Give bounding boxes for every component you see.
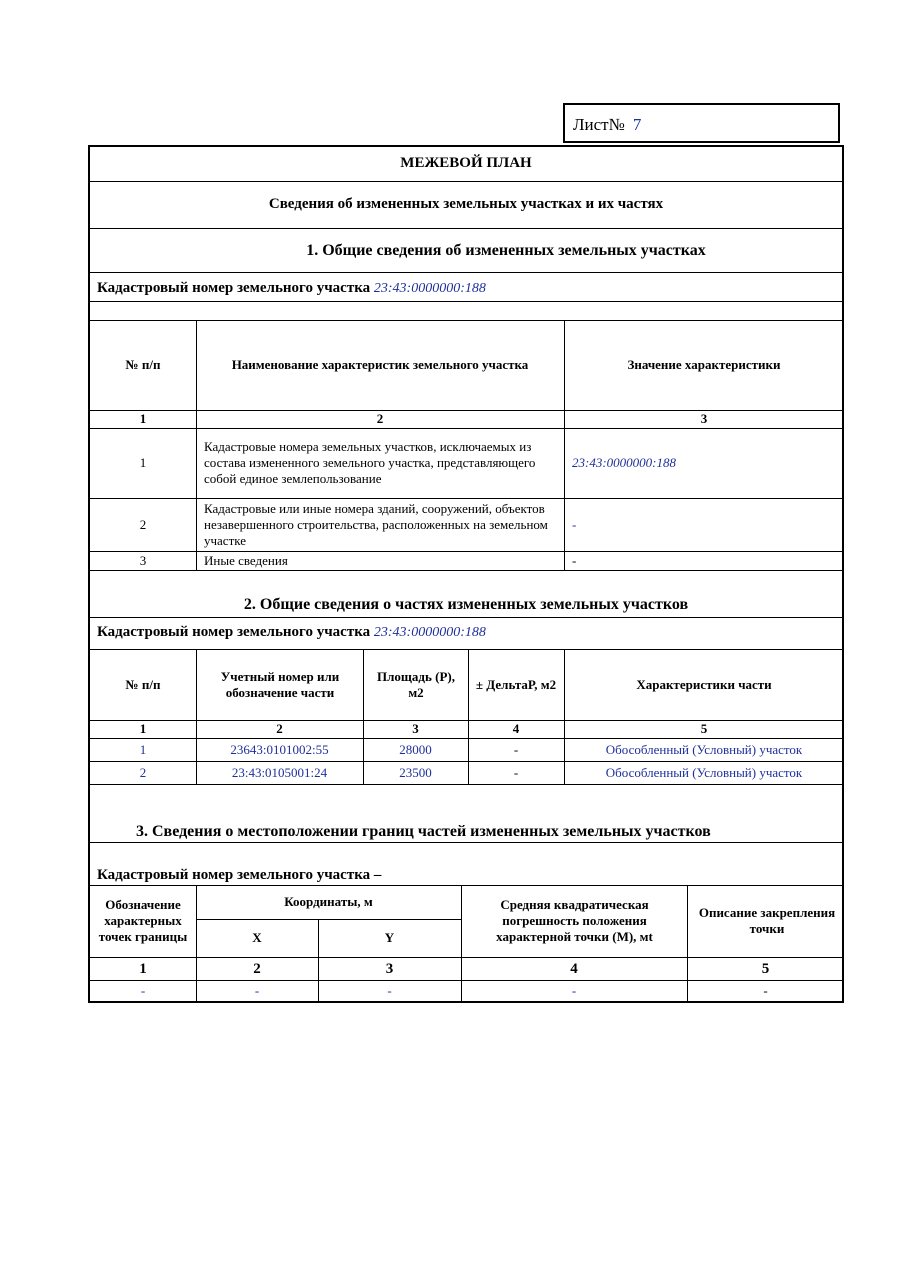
s3-colnum-4: 4 [570,960,578,977]
table-row-cell: - [140,983,146,998]
table-row-id: 23643:0101002:55 [230,741,329,757]
s3-colnum-2: 2 [253,960,261,977]
section3-cadastral-label: Кадастровый номер земельного участка – [97,867,382,883]
s2-header-num: № п/п [125,676,161,692]
table-row-id: 23:43:0105001:24 [231,764,328,780]
s3-header-points: Обозначение характерных точек границы [98,897,188,944]
s2-header-area: Площадь (Р), м2 [377,668,455,700]
table-row-num: 2 [139,764,147,780]
s1-colnum-1: 1 [139,411,147,426]
s1-header-num: № п/п [125,357,161,372]
section1-cadastral-value: 23:43:0000000:188 [373,281,486,296]
s3-header-coords: Координаты, м [284,894,373,909]
section2-heading: 2. Общие сведения о частях измененных земельных участков [243,596,689,613]
table-row-num: 2 [139,516,147,532]
table-row-num: 1 [139,741,147,757]
s1-header-value: Значение характеристики [627,357,781,372]
table-row-area: 28000 [399,741,432,757]
s3-header-fix: Описание закрепления точки [698,905,836,936]
section3-heading: 3. Сведения о местоположении границ частей измененных земельных участков [136,823,711,840]
s3-colnum-1: 1 [139,960,147,977]
sheet-label: Лист№ [573,115,625,134]
table-row-cell: - [571,983,577,998]
section2-cadastral-label: Кадастровый номер земельного участка [97,624,371,640]
s1-colnum-3: 3 [700,411,708,426]
table-row-cell: - [763,983,768,998]
section2-cadastral-value: 23:43:0000000:188 [373,625,486,640]
table-row-delta: - [513,741,519,757]
s2-colnum-3: 3 [412,721,419,736]
s2-colnum-1: 1 [139,721,147,736]
s1-header-name: Наименование характеристик земельного участка [231,357,529,372]
section2-cadastral [97,624,486,641]
section1-cadastral-label: Кадастровый номер земельного участка [97,280,371,296]
sheet-number: 7 [632,115,642,134]
section1-heading: 1. Общие сведения об измененных земельных участках [306,242,706,259]
table-row-value: - [572,552,577,568]
s2-colnum-2: 2 [276,721,283,736]
table-row-area: 23500 [399,764,432,780]
table-row-name: Кадастровые номера земельных участков, исключаемых из состава измененного земельного участка, представляющего собой единое землепользование [204,439,536,486]
s2-colnum-4: 4 [512,721,520,736]
s2-colnum-5: 5 [700,721,708,736]
table-row-name: Кадастровые или иные номера зданий, сооружений, объектов незавершенного строительства, расположенных на земельном участке [204,500,548,548]
table-row-name: Иные сведения [204,552,288,568]
s3-header-x: X [252,930,262,945]
table-row-num: 3 [139,552,147,568]
table-row-cell: - [387,983,392,998]
page-title: МЕЖЕВОЙ ПЛАН [400,155,532,171]
sheet-number-box [563,103,840,143]
s2-header-delta: ± ДельтаР, м2 [475,676,557,692]
s3-colnum-5: 5 [761,960,770,977]
table-row-delta: - [513,764,519,780]
table-row-num: 1 [139,455,147,470]
s1-colnum-2: 2 [376,411,384,426]
boundary-plan-form [88,145,844,1003]
s2-header-desc: Характеристики части [636,676,772,692]
s2-header-id: Учетный номер или обозначение части [220,668,340,700]
table-row-desc: Обособленный (Условный) участок [605,764,803,780]
s3-header-error: Средняя квадратическая погрешность положения характерной точки (М), мt [496,897,653,944]
table-row-value: 23:43:0000000:188 [572,455,676,470]
section1-cadastral [97,280,486,297]
s3-header-y: Y [384,930,395,945]
page-subtitle: Сведения об измененных земельных участках и их частях [268,196,664,212]
table-row-value: - [572,516,577,532]
table-row-cell: - [254,983,260,998]
table-row-desc: Обособленный (Условный) участок [605,741,803,757]
s3-colnum-3: 3 [385,960,394,977]
